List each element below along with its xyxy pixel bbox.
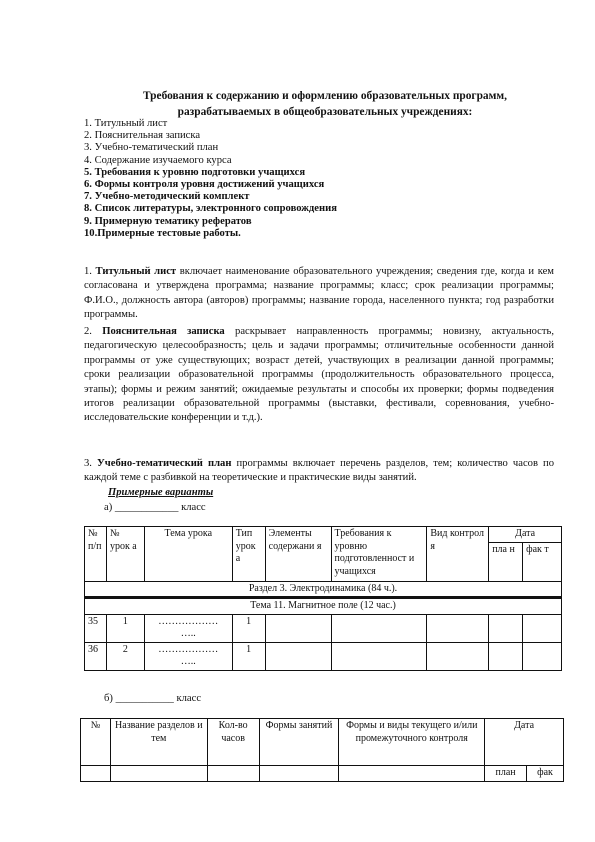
title-line-2: разрабатываемых в общеобразовательных учреждениях:	[177, 106, 473, 118]
section-row	[85, 581, 562, 598]
table-cell	[207, 766, 259, 782]
table-header-row	[85, 527, 562, 543]
title-line-1: Требования к содержанию и оформлению образовательных программ,	[143, 90, 507, 102]
table-cell: ……………… …..	[144, 614, 232, 642]
table-header-row	[81, 766, 564, 782]
table-cell	[489, 642, 523, 670]
paragraph-text: раскрывает направленность программы; новизну, актуальность, педагогическую целесообразность; цель и задачи программы; отличительные особенности данной программы от уже существующих; возраст детей, участвующих в реализации данной программы; сроки реализации образовательной программы (продолжительность образовательного процесса, этапы); формы и режим занятий; ожидаемые результаты и способы их проверки; формы подведения итогов реализации образовательной программы (выставки, фестивали, соревнования, учебно-исследовательские конференции и т.д.).	[84, 326, 554, 424]
table-cell	[489, 614, 523, 642]
table-cell	[427, 614, 489, 642]
header-cell: Название разделов и тем	[110, 719, 207, 766]
page-title	[90, 88, 560, 120]
paragraph-number: 3.	[84, 458, 92, 469]
paragraph-term: Учебно-тематический план	[97, 458, 232, 469]
table-cell	[523, 614, 562, 642]
header-cell: фак т	[523, 542, 562, 581]
header-cell: № п/п	[85, 527, 107, 582]
thematic-plan-table	[80, 718, 564, 782]
table-cell: 2	[106, 642, 144, 670]
header-cell: Дата	[489, 527, 562, 543]
requirements-list	[84, 118, 544, 240]
table-row	[85, 642, 562, 670]
table-header-row	[81, 719, 564, 766]
list-item: 6. Формы контроля уровня достижений учащихся	[84, 179, 325, 191]
header-cell: Тип урок а	[232, 527, 265, 582]
paragraph-term: Пояснительная записка	[102, 326, 225, 337]
lesson-plan-table	[84, 526, 562, 671]
table-cell	[331, 642, 427, 670]
table-cell: ……………… …..	[144, 642, 232, 670]
table-cell	[523, 642, 562, 670]
table-cell	[331, 614, 427, 642]
paragraph-number: 1.	[84, 266, 92, 277]
header-cell: Дата	[485, 719, 564, 766]
paragraph-text: программы включает перечень разделов, тем; количество часов по каждой теме с разбивкой на теоретические и практические виды занятий.	[84, 458, 554, 484]
variants-label: Примерные варианты	[108, 487, 214, 498]
list-item: 7. Учебно-методический комплект	[84, 191, 250, 203]
list-item: 2. Пояснительная записка	[84, 130, 201, 142]
header-cell: Элементы содержани я	[265, 527, 331, 582]
list-item: 9. Примерную тематику рефератов	[84, 215, 252, 227]
table-cell: 36	[85, 642, 107, 670]
header-cell: Вид контрол я	[427, 527, 489, 582]
table-cell	[110, 766, 207, 782]
table-cell: 1	[232, 614, 265, 642]
header-cell: план	[485, 766, 527, 782]
topic-row	[85, 598, 562, 615]
table-cell	[259, 766, 339, 782]
paragraph-study-plan	[84, 457, 554, 486]
list-item: 1. Титульный лист	[84, 118, 168, 129]
header-cell: Формы и виды текущего и/или промежуточного контроля	[339, 719, 485, 766]
list-item: 10.Примерные тестовые работы.	[84, 227, 241, 239]
variant-a-label: а) ____________ класс	[104, 502, 206, 513]
table-cell	[265, 614, 331, 642]
table-cell: 1	[106, 614, 144, 642]
header-cell: Формы занятий	[259, 719, 339, 766]
list-item: 4. Содержание изучаемого курса	[84, 154, 232, 166]
table-cell: 35	[85, 614, 107, 642]
table-cell	[81, 766, 111, 782]
paragraph-text: включает наименование образовательного учреждения; сведения где, когда и кем согласована и утверждена программа; название программы; класс; срок реализации программы; Ф.И.О., должность автора (авторов) программы; название города, населенного пункта; год разработки программы.	[84, 266, 554, 321]
section-cell: Раздел 3. Электродинамика (84 ч.).	[85, 581, 562, 598]
paragraph-title-page	[84, 265, 554, 323]
variant-b-label: б) ___________ класс	[104, 693, 202, 704]
header-cell: пла н	[489, 542, 523, 581]
header-cell: Кол-во часов	[207, 719, 259, 766]
table-cell: 1	[232, 642, 265, 670]
list-item: 3. Учебно-тематический план	[84, 142, 219, 154]
header-cell: №	[81, 719, 111, 766]
header-cell: фак	[527, 766, 564, 782]
list-item: 5. Требования к уровню подготовки учащихся	[84, 166, 306, 178]
header-cell: Тема урока	[144, 527, 232, 582]
list-item: 8. Список литературы, электронного сопровождения	[84, 203, 337, 215]
paragraph-number: 2.	[84, 326, 92, 337]
paragraph-explanatory-note	[84, 325, 554, 426]
topic-cell: Тема 11. Магнитное поле (12 час.)	[85, 598, 562, 615]
header-cell: Требования к уровню подготовленност и учащихся	[331, 527, 427, 582]
table-cell	[427, 642, 489, 670]
paragraph-term: Титульный лист	[95, 266, 177, 277]
table-cell	[339, 766, 485, 782]
table-cell	[265, 642, 331, 670]
table-row	[85, 614, 562, 642]
header-cell: № урок а	[106, 527, 144, 582]
